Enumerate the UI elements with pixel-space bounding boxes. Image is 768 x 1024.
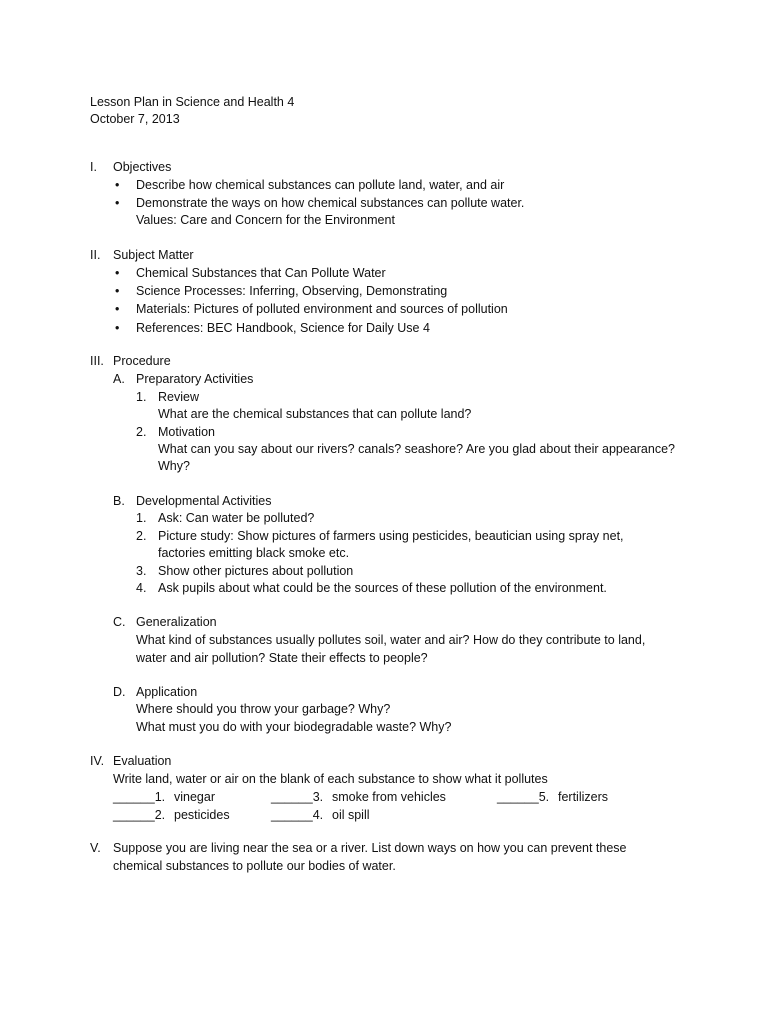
paragraph-line: chemical substances to pollute our bodies of water. bbox=[113, 859, 396, 873]
subsection-letter: B. bbox=[113, 494, 125, 508]
subsection-letter: A. bbox=[113, 372, 125, 386]
item-text: Why? bbox=[158, 459, 190, 473]
subject-item: References: BEC Handbook, Science for Daily Use 4 bbox=[136, 321, 430, 335]
item-text: What are the chemical substances that can pollute land? bbox=[158, 407, 472, 421]
section-number: I. bbox=[90, 160, 97, 174]
section-heading-objectives: Objectives bbox=[113, 160, 172, 174]
paragraph-line: What must you do with your biodegradable waste? Why? bbox=[136, 720, 452, 734]
blank-label: ______1. bbox=[113, 790, 166, 804]
subsection-letter: C. bbox=[113, 615, 126, 629]
item-number: 1. bbox=[136, 390, 147, 404]
document-title: Lesson Plan in Science and Health 4 bbox=[90, 95, 295, 109]
item-text: Ask: Can water be polluted? bbox=[158, 511, 315, 525]
item-title: Review bbox=[158, 390, 199, 404]
evaluation-item: smoke from vehicles bbox=[332, 790, 446, 804]
blank-label: ______4. bbox=[271, 808, 324, 822]
subsection-heading-application: Application bbox=[136, 685, 198, 699]
section-heading-subject-matter: Subject Matter bbox=[113, 248, 194, 262]
paragraph-line: water and air pollution? State their effects to people? bbox=[136, 651, 428, 665]
item-text: Picture study: Show pictures of farmers using pesticides, beautician using spray net, bbox=[158, 529, 624, 543]
bullet-icon: • bbox=[115, 178, 120, 192]
blank-label: ______3. bbox=[271, 790, 324, 804]
subsection-heading-generalization: Generalization bbox=[136, 615, 217, 629]
item-number: 4. bbox=[136, 581, 147, 595]
section-number: IV. bbox=[90, 754, 105, 768]
section-number: III. bbox=[90, 354, 104, 368]
section-heading-procedure: Procedure bbox=[113, 354, 171, 368]
evaluation-item: vinegar bbox=[174, 790, 215, 804]
section-number: II. bbox=[90, 248, 101, 262]
evaluation-item: pesticides bbox=[174, 808, 230, 822]
bullet-icon: • bbox=[115, 266, 120, 280]
subject-item: Science Processes: Inferring, Observing, Demonstrating bbox=[136, 284, 448, 298]
item-number: 2. bbox=[136, 425, 147, 439]
blank-label: ______2. bbox=[113, 808, 166, 822]
item-text: Ask pupils about what could be the sources of these pollution of the environment. bbox=[158, 581, 607, 595]
objective-item: Demonstrate the ways on how chemical substances can pollute water. bbox=[136, 196, 525, 210]
item-number: 2. bbox=[136, 529, 147, 543]
item-text: What can you say about our rivers? canals? seashore? Are you glad about their appearance? bbox=[158, 442, 675, 456]
objective-values: Values: Care and Concern for the Environment bbox=[136, 213, 395, 227]
bullet-icon: • bbox=[115, 321, 120, 335]
paragraph-line: What kind of substances usually pollutes soil, water and air? How do they contribute to land, bbox=[136, 633, 646, 647]
item-number: 3. bbox=[136, 564, 147, 578]
paragraph-line: Suppose you are living near the sea or a river. List down ways on how you can prevent these bbox=[113, 841, 627, 855]
paragraph-line: Where should you throw your garbage? Why? bbox=[136, 702, 391, 716]
section-number: V. bbox=[90, 841, 101, 855]
blank-label: ______5. bbox=[497, 790, 550, 804]
bullet-icon: • bbox=[115, 284, 120, 298]
item-text: Show other pictures about pollution bbox=[158, 564, 354, 578]
evaluation-instruction: Write land, water or air on the blank of each substance to show what it pollutes bbox=[113, 772, 548, 786]
item-number: 1. bbox=[136, 511, 147, 525]
subject-item: Chemical Substances that Can Pollute Water bbox=[136, 266, 386, 280]
bullet-icon: • bbox=[115, 302, 120, 316]
subsection-heading-developmental: Developmental Activities bbox=[136, 494, 272, 508]
subsection-letter: D. bbox=[113, 685, 126, 699]
subject-item: Materials: Pictures of polluted environment and sources of pollution bbox=[136, 302, 508, 316]
objective-item: Describe how chemical substances can pollute land, water, and air bbox=[136, 178, 505, 192]
subsection-heading-preparatory: Preparatory Activities bbox=[136, 372, 254, 386]
item-title: Motivation bbox=[158, 425, 215, 439]
evaluation-item: fertilizers bbox=[558, 790, 609, 804]
item-text: factories emitting black smoke etc. bbox=[158, 546, 350, 560]
evaluation-item: oil spill bbox=[332, 808, 370, 822]
bullet-icon: • bbox=[115, 196, 120, 210]
section-heading-evaluation: Evaluation bbox=[113, 754, 172, 768]
document-date: October 7, 2013 bbox=[90, 112, 180, 126]
